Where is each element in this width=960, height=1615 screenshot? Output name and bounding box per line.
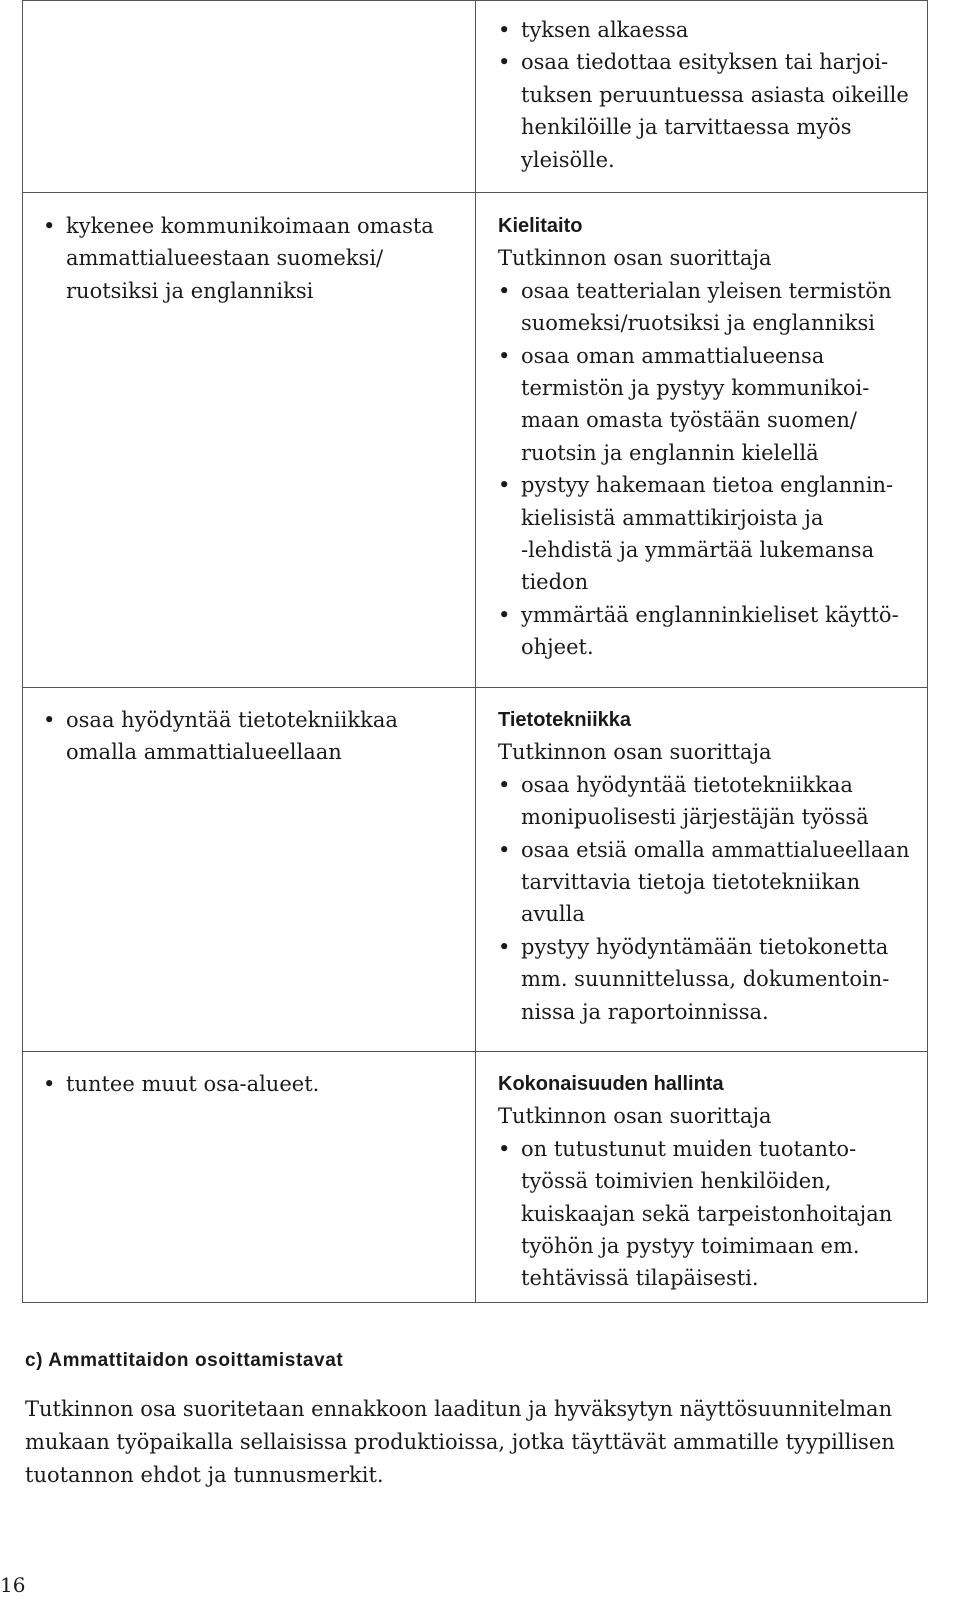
- row2-left-cell: [43, 210, 463, 307]
- column-divider: [475, 1, 476, 1302]
- list-item: • osaa tiedottaa esityksen tai harjoi- tuksen peruuntuessa asiasta oikeille henkilöille ja tarvittaessa myös yleisölle.: [498, 46, 928, 176]
- list-item: • pystyy hyödyntämään tietokonetta mm. suunnittelussa, dokumentoin- nissa ja raportoinnissa.: [498, 931, 928, 1028]
- row-divider: [23, 687, 927, 688]
- row2-right-cell: [498, 210, 928, 664]
- page-number: 16: [0, 1573, 26, 1597]
- list-item: • osaa hyödyntää tietotekniikkaa omalla ammattialueellaan: [43, 704, 463, 769]
- row-divider: [23, 1051, 927, 1052]
- section-subheading: Tutkinnon osan suorittaja: [498, 740, 772, 765]
- continuation-text: • tyksen alkaessa: [498, 14, 928, 46]
- list-item: • ymmärtää englanninkieliset käyttö- ohjeet.: [498, 599, 928, 664]
- list-item: • osaa etsiä omalla ammattialueellaan tarvittavia tietoja tietotekniikan avulla: [498, 834, 928, 931]
- list-item: • on tutustunut muiden tuotanto- työssä toimivien henkilöiden, kuiskaajan sekä tarpeistonhoitajan työhön ja pystyy toimimaan em. tehtävissä tilapäisesti.: [498, 1133, 928, 1295]
- list-item: • osaa hyödyntää tietotekniikkaa monipuolisesti järjestäjän työssä: [498, 769, 928, 834]
- section-heading: Kokonaisuuden hallinta: [498, 1073, 724, 1095]
- section-heading: Tietotekniikka: [498, 709, 632, 731]
- section-heading: Kielitaito: [498, 215, 583, 237]
- list-item: • pystyy hakemaan tietoa englannin- kielisistä ammattikirjoista ja -lehdistä ja ymmärtää lukemansa tiedon: [498, 469, 928, 599]
- section-subheading: Tutkinnon osan suorittaja: [498, 246, 772, 271]
- competence-table: [22, 0, 928, 1303]
- row4-right-cell: [498, 1068, 928, 1295]
- row3-right-cell: [498, 704, 928, 1028]
- list-item: • tuntee muut osa-alueet.: [43, 1068, 463, 1100]
- section-subheading: Tutkinnon osan suorittaja: [498, 1104, 772, 1129]
- row4-left-cell: [43, 1068, 463, 1100]
- section-c-paragraph: Tutkinnon osa suoritetaan ennakkoon laaditun ja hyväksytyn näyttösuunnitelman mukaan työpaikalla sellaisissa produktioissa, jotka täyttävät ammatille tyypillisen tuotannon ehdot ja tunnusmerkit.: [25, 1397, 895, 1487]
- list-item: • kykenee kommunikoimaan omasta ammattialueestaan suomeksi/ ruotsiksi ja englanniksi: [43, 210, 463, 307]
- row1-right-cell: [498, 14, 928, 176]
- row3-left-cell: [43, 704, 463, 769]
- section-c-title: c) Ammattitaidon osoittamistavat: [25, 1350, 344, 1371]
- list-item: • osaa teatterialan yleisen termistön suomeksi/ruotsiksi ja englanniksi: [498, 275, 928, 340]
- list-item: • osaa oman ammattialueensa termistön ja pystyy kommunikoi- maan omasta työstään suomen/ ruotsin ja englannin kielellä: [498, 340, 928, 470]
- row-divider: [23, 192, 927, 193]
